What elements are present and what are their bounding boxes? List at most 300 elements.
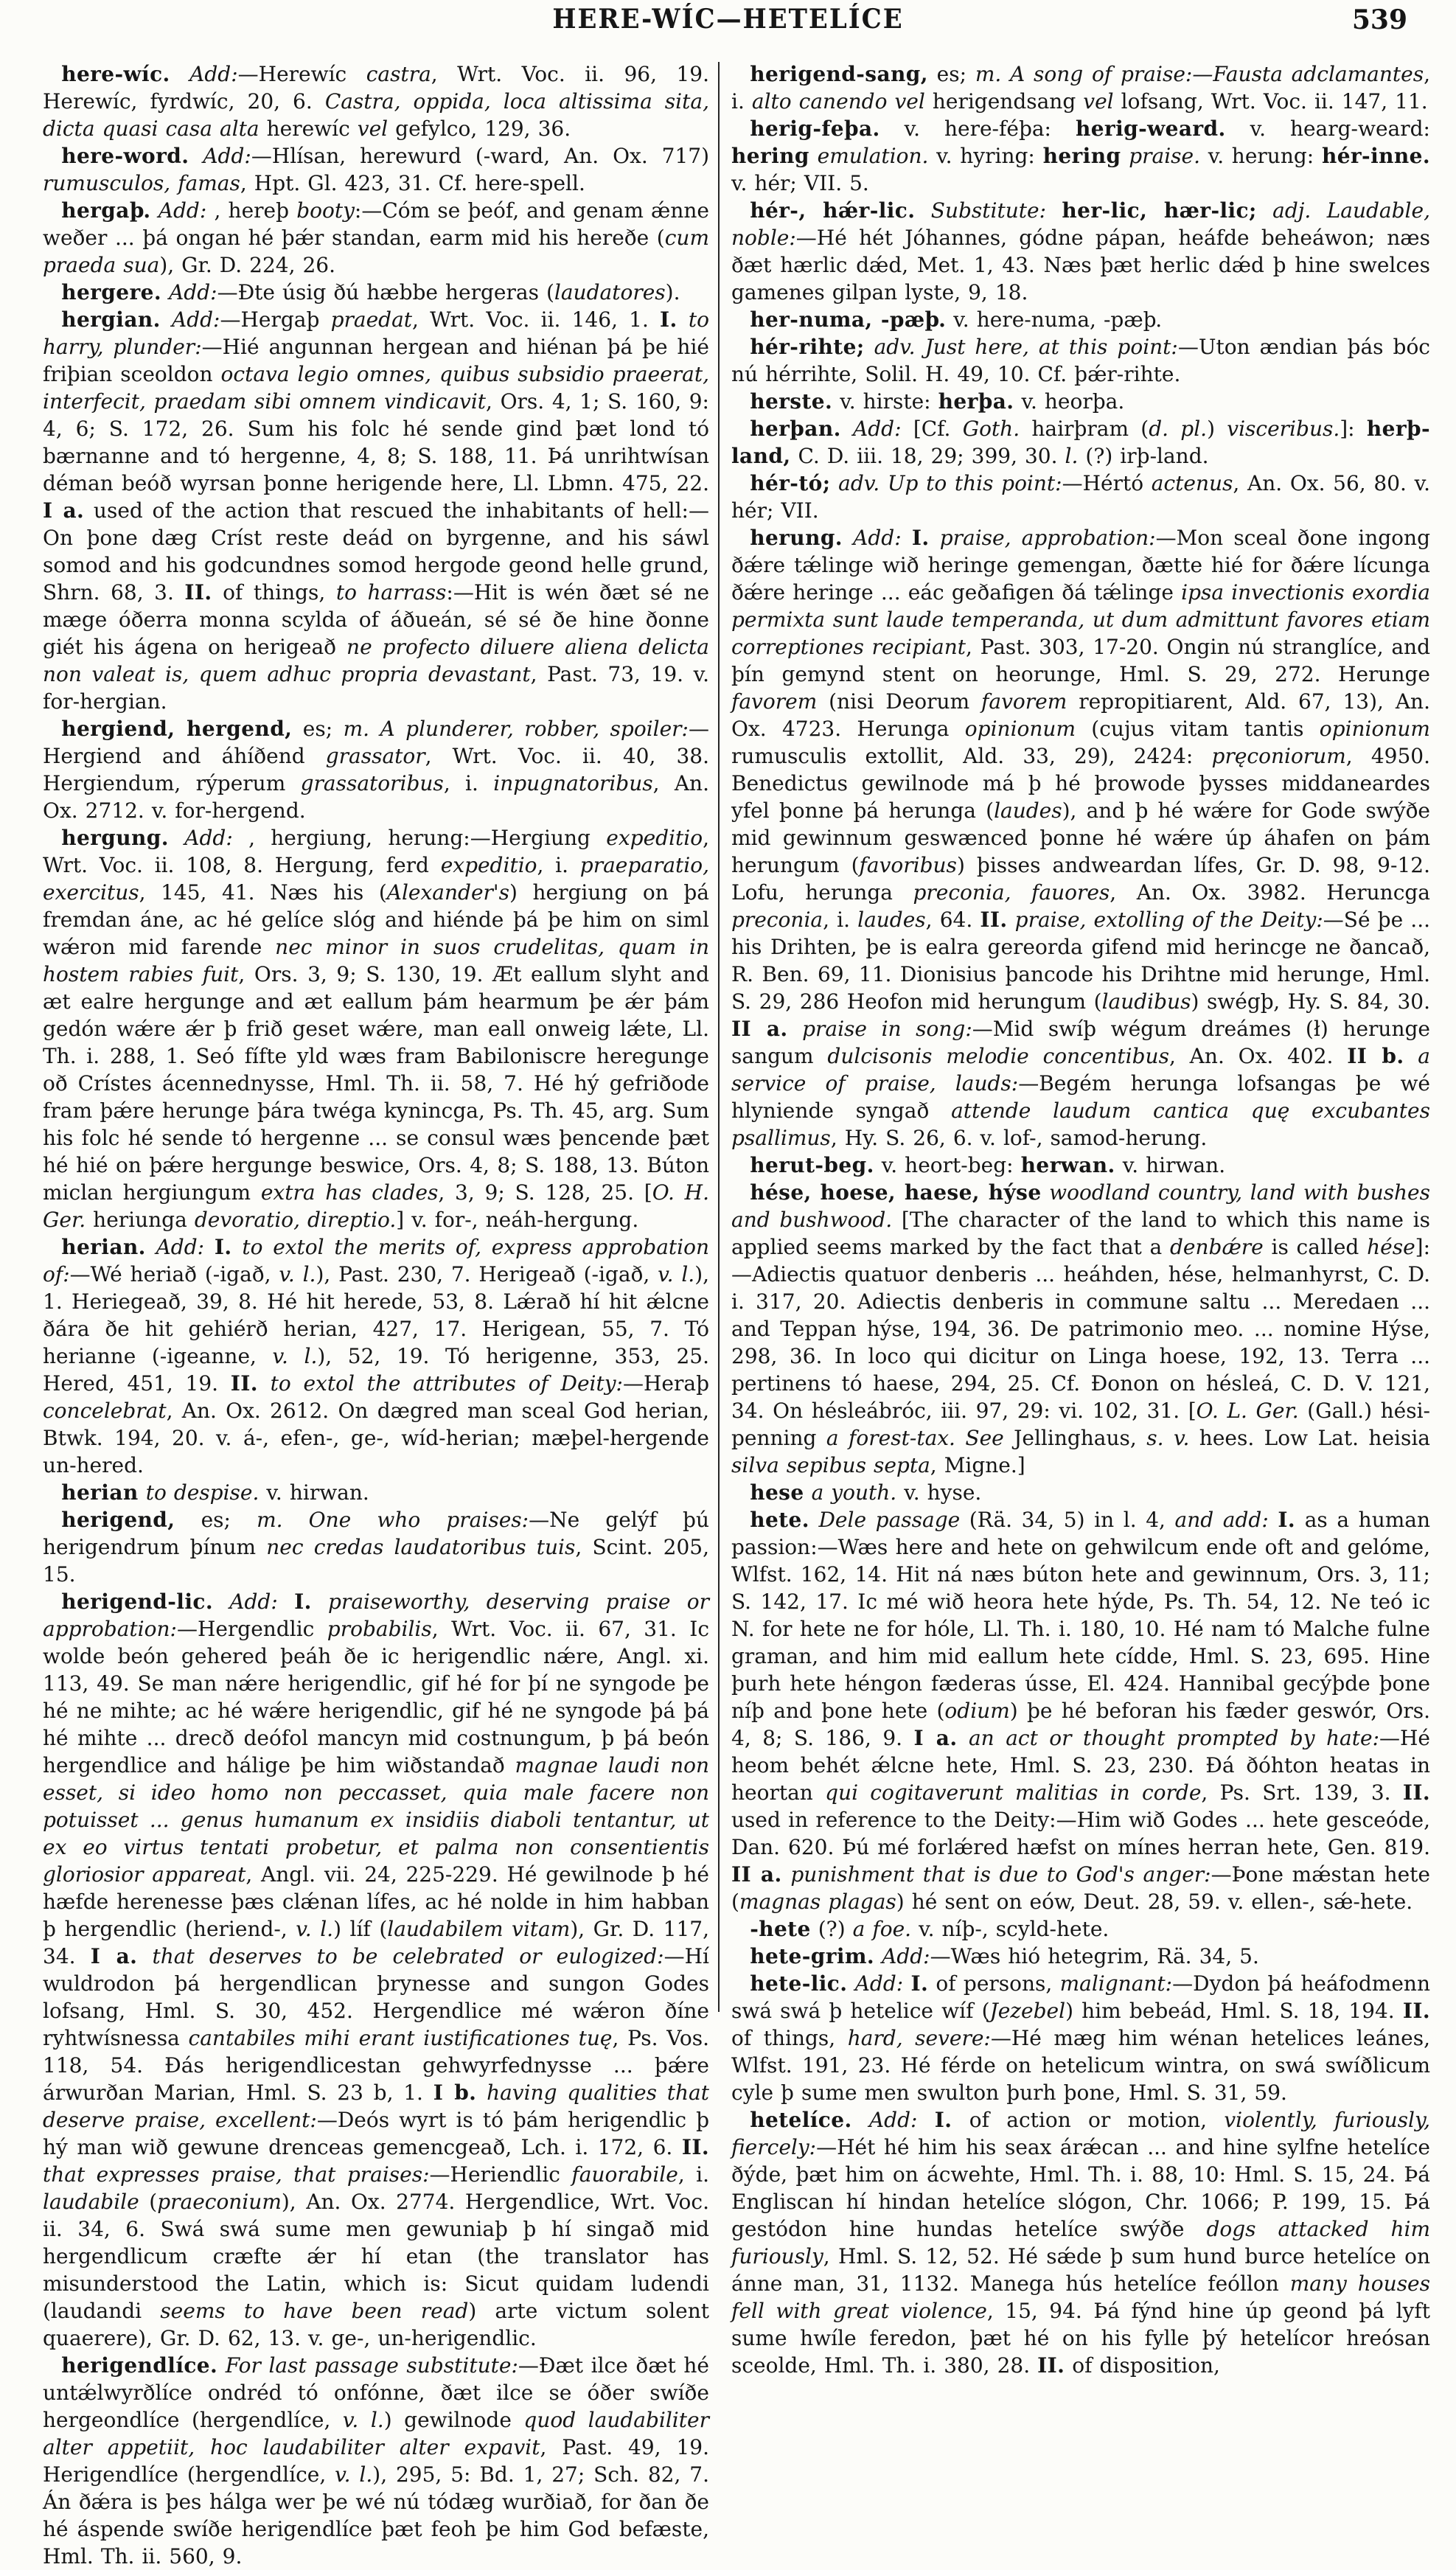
entry-text: ), An. Ox. 2774. Hergendlice, Wrt. Voc. ii. 34, 6. Swá swá sume men gewuniaþ þ hí singað mid hergendlicum cræfte ǽr hí etan (the translator has misunderstood the Latin, which is: Sicut quidam ludendi (laudandi: [43, 2190, 709, 2323]
dictionary-entry: [731, 1152, 1430, 1179]
dictionary-entry: [731, 2106, 1430, 2379]
italic-gloss: v. l.: [279, 1262, 316, 1286]
italic-gloss: O. H. Ger.: [43, 1180, 709, 1232]
entry-text: v. níþ-, scyld-hete.: [911, 1917, 1110, 1941]
entry-text: [957, 1726, 969, 1750]
entry-text: , Ps. Vos. 118, 54. Ðás herigendlicestan gehwyrfednysse ... þǽre árwurðan Marian, Hml. S. 23 b, 1.: [43, 2026, 709, 2105]
entry-text: ) hergiung on þá fremdan áne, ac hé gelíce slóg and hiénde þá þe him on siml wǽron mid farende: [43, 880, 709, 959]
italic-gloss: punishment that is due to God's anger:: [790, 1862, 1211, 1887]
entry-text: [917, 2108, 934, 2132]
italic-gloss: ipsa invectionis exordia permixta sunt laude temperanda, ut dum admittunt favores etiam correptiones recipiant: [731, 580, 1431, 659]
entry-text: [The character of the land to which this name is applied seems marked by the fact that a: [731, 1208, 1430, 1259]
headword: I a.: [90, 1944, 138, 1968]
entry-text: [930, 526, 940, 550]
italic-gloss: to extol the merits of, express approbation of:: [43, 1235, 709, 1286]
dictionary-entry: [731, 115, 1430, 197]
entry-text: [843, 526, 853, 550]
entry-text: , 64.: [925, 908, 980, 932]
entry-text: v. hearg-weard:: [1225, 116, 1430, 141]
entry-text: [874, 1944, 882, 1968]
italic-gloss: hése: [1367, 1235, 1415, 1259]
entry-text: es;: [292, 717, 344, 741]
italic-gloss: silva sepibus septa: [731, 1453, 930, 1477]
italic-gloss: cantabiles mihi erant iustificationes tuę: [188, 2026, 613, 2050]
italic-gloss: Dele passage: [818, 1508, 961, 1532]
entry-text: —Hlísan, herewurd (-ward, An. Ox. 717): [251, 144, 709, 168]
entry-text: [232, 1235, 243, 1259]
entry-text: , Past. 73, 19. v. for-hergian.: [43, 662, 709, 714]
dictionary-entry: [731, 1479, 1430, 1506]
entry-text: —Hergiend and áhíðend: [43, 717, 709, 768]
headword: her-lic, hær-lic;: [1062, 198, 1257, 223]
italic-gloss: opinionum: [1319, 717, 1430, 741]
italic-gloss: a service of praise, lauds:: [731, 1044, 1430, 1096]
italic-gloss: extra has clades: [260, 1180, 439, 1205]
italic-gloss: Goth.: [962, 417, 1020, 441]
entry-text: , Ps. Srt. 139, 3.: [1201, 1780, 1403, 1805]
dictionary-entry: [731, 415, 1430, 470]
dictionary-entry: [43, 279, 709, 306]
entry-text: [217, 2353, 226, 2378]
italic-gloss: odium: [944, 1699, 1010, 1723]
italic-gloss: v. l.: [296, 1917, 334, 1941]
italic-gloss: Add:: [853, 526, 902, 550]
entry-text: ) þe hé beforan his fæder geswór, Ors. 4, 8; S. 186, 9.: [731, 1699, 1430, 1750]
dictionary-entry: [731, 1506, 1430, 1915]
entry-text: [804, 1480, 812, 1505]
dictionary-entry: [731, 1179, 1430, 1479]
page-number: 539: [1351, 4, 1407, 35]
entry-text: [865, 335, 874, 359]
italic-gloss: dulcisonis melodie concentibus: [827, 1044, 1169, 1068]
entry-text: [161, 280, 169, 304]
entry-text: —Heriendlic: [429, 2162, 572, 2187]
column-divider-rule: [718, 62, 720, 2012]
italic-gloss: Add:: [169, 280, 217, 304]
italic-gloss: seems to have been read: [160, 2299, 469, 2323]
entry-text: ) líf (: [333, 1917, 388, 1941]
italic-gloss: castra: [366, 62, 431, 86]
entry-text: ) gewilnode: [383, 2408, 524, 2432]
entry-text: ) þisses andweardan lífes, Gr. D. 98, 9-12. Lofu, herunga: [731, 853, 1430, 905]
headword: hering: [1042, 144, 1121, 168]
entry-text: C. D. iii. 18, 29; 399, 30.: [790, 444, 1065, 468]
headword: herung.: [750, 526, 843, 550]
entry-text: , hereþ: [206, 198, 297, 223]
headword: I a.: [913, 1726, 958, 1750]
headword: hergaþ.: [61, 198, 151, 223]
italic-gloss: nec minor in suos crudelitas, quam in hostem rabies fuit: [43, 935, 709, 986]
headword: herþan.: [750, 417, 841, 441]
italic-gloss: For last passage substitute:: [225, 2353, 518, 2378]
headword: hete-grim.: [750, 1944, 875, 1968]
entry-text: , 3, 9; S. 128, 25. [: [438, 1180, 652, 1205]
entry-text: [1046, 198, 1062, 223]
headword: hergiend, hergend,: [61, 717, 293, 741]
headword: hér-rihte;: [750, 335, 865, 359]
italic-gloss: praeparatio, exercitus: [43, 853, 710, 905]
entry-text: v. hyse.: [896, 1480, 982, 1505]
entry-text: [312, 1589, 328, 1614]
entry-text: —Hí wuldrodon þá hergendlican þrynesse and sungon Godes lofsang, Hml. S. 30, 452. Hergendlice mé wǽron ðíne ryhtwísnessa: [43, 1944, 709, 2050]
italic-gloss: preconia, fauores: [913, 880, 1110, 905]
italic-gloss: that expresses praise, that praises:: [43, 2162, 430, 2187]
italic-gloss: praeconium: [157, 2190, 282, 2214]
italic-gloss: Add:: [184, 826, 233, 850]
headword: here-word.: [61, 144, 189, 168]
entry-text: , Wrt. Voc. ii. 40, 38. Hergiendum, rýperum: [43, 744, 709, 795]
headword: hergian.: [61, 307, 161, 332]
headword: hése, hoese, haese, hýse: [750, 1180, 1042, 1205]
dictionary-entry: [43, 142, 709, 197]
italic-gloss: laudatores: [554, 280, 666, 304]
headword: I.: [660, 307, 678, 332]
italic-gloss: emulation.: [817, 144, 929, 168]
headword: herste.: [750, 389, 833, 414]
headword: hér-inne.: [1321, 144, 1430, 168]
entry-text: , Migne.]: [930, 1453, 1025, 1477]
entry-text: [146, 1235, 156, 1259]
entry-text: —Hé mæg him wénan hetelices leánes, Wlfst. 191, 23. Hé férde on hetelicum wintra, on swá swíðlicum cyle þ sume men swulton þurh þone, Hml. S. 31, 59.: [731, 2026, 1430, 2105]
entry-text: , i.: [823, 908, 858, 932]
headword: herigendlíce.: [61, 2353, 218, 2378]
entry-text: hees. Low Lat. heisia: [1189, 1426, 1430, 1450]
headword: herigend-sang,: [750, 62, 928, 86]
entry-text: (nisi Deorum: [817, 689, 982, 714]
headword: I.: [214, 1235, 232, 1259]
italic-gloss: magnae laudi non esset, si ideo homo non peccasset, quia male facere non potuisset ... genus humanum ex insidiis diaboli tentantur, ut ex eo virtus tentati probetur, et palma non consentientis gloriosior appareat: [43, 1753, 710, 1887]
entry-text: [1257, 198, 1272, 223]
italic-gloss: to extol the attributes of Deity:: [270, 1371, 623, 1396]
entry-text: [902, 526, 912, 550]
entry-text: —Hié angunnan hergean and hiénan þá þe hié friþian sceoldon: [43, 335, 709, 386]
headword: II a.: [731, 1862, 782, 1887]
italic-gloss: praedat: [330, 307, 413, 332]
italic-gloss: actenus: [1151, 471, 1233, 495]
italic-gloss: fauorabile: [571, 2162, 678, 2187]
italic-gloss: dogs attacked him furiously: [731, 2217, 1430, 2268]
entry-text: [170, 62, 189, 86]
entry-text: —Ðte úsig ðú hæbbe hergeras (: [217, 280, 554, 304]
italic-gloss: laudes: [857, 908, 926, 932]
italic-gloss: Jezebel: [989, 1999, 1066, 2023]
italic-gloss: to despise.: [145, 1480, 259, 1505]
entry-text: [204, 1235, 215, 1259]
entry-text: —Hértó: [1062, 471, 1152, 495]
italic-gloss: Castra, oppida, loca altissima sita, dicta quasi casa alta: [43, 89, 709, 141]
italic-gloss: quod laudabiliter alter appetiit, hoc laudabiliter alter expavit: [43, 2408, 709, 2459]
entry-text: [151, 198, 159, 223]
italic-gloss: v. l.: [342, 2408, 384, 2432]
entry-text: es;: [175, 1508, 257, 1532]
entry-text: herewíc: [259, 116, 358, 141]
entry-text: [841, 417, 853, 441]
entry-text: v. here-numa, -pæþ.: [946, 307, 1163, 332]
headword: -hete: [750, 1917, 811, 1941]
entry-text: (?): [810, 1917, 853, 1941]
entry-text: v. herung:: [1199, 144, 1322, 168]
headword: hete.: [750, 1508, 809, 1532]
italic-gloss: alto canendo vel: [751, 89, 925, 114]
entry-text: as a human passion:—Wæs here and hete on gehwilcum ende oft and gelóme, Wlfst. 162, 14. Hit ná næs búton hete and gewinnum, Ors. 3, 11; S. 142, 17. Ic mé wið heora hete hýde, Ps. Th. 54, 12. Ne teó ic N. for hete ne for hóle, Ll. Th. i. 180, 10. Hé nam tó Malche fulne graman, and him mid eallum hete cídde, Hml. S. 23, 695. Hine þurh hete héngon fæderas ússe, El. 424. Hannibal gecýþde þone níþ and þone hete (: [731, 1508, 1431, 1723]
dictionary-entry: [43, 1506, 709, 1588]
italic-gloss: Substitute:: [930, 198, 1047, 223]
page-title: HERE-WÍC—HETELÍCE: [552, 3, 904, 35]
entry-text: [903, 1971, 910, 1996]
entry-text: , i.: [537, 853, 580, 877]
entry-text: v. hér; VII. 5.: [731, 171, 869, 195]
entry-text: , An. Ox. 2712. v. for-hergend.: [43, 771, 709, 823]
entry-text: —Hergendlic: [176, 1617, 327, 1641]
italic-gloss: that deserves to be celebrated or eulogized:: [152, 1944, 664, 1968]
headword: herian: [61, 1480, 139, 1505]
italic-gloss: vel: [357, 116, 389, 141]
entry-text: v. here-féþa:: [879, 116, 1076, 141]
entry-text: [678, 307, 689, 332]
italic-gloss: inpugnatoribus: [493, 771, 653, 795]
italic-gloss: probabilis: [327, 1617, 432, 1641]
italic-gloss: O. L. Ger.: [1196, 1399, 1299, 1423]
headword: II.: [184, 580, 212, 605]
entry-text: :—Hit is wén ðæt sé ne mæge óðerra monna scylda of áðueán, sé sé ðe hine ðonne giét his ágena on herigeað: [43, 580, 710, 659]
entry-text: repropitiarent, Ald. 67, 13), An. Ox. 4723. Herunga: [731, 689, 1430, 741]
entry-text: v. heorþa.: [1014, 389, 1125, 414]
entry-text: [137, 1944, 152, 1968]
dictionary-entry: [731, 1915, 1430, 1943]
headword: II a.: [731, 1017, 788, 1041]
entry-text: —Hergaþ: [220, 307, 331, 332]
entry-text: [852, 2108, 869, 2132]
italic-gloss: attende laudum cantica quę excubantes psallimus: [731, 1098, 1430, 1150]
headword: II.: [230, 1371, 258, 1396]
entry-text: herigendsang: [924, 89, 1084, 114]
entry-text: [139, 1480, 146, 1505]
page-header: [0, 4, 1456, 49]
entry-text: —Mid swíþ wégum dreámes (ł) herunge sangum: [731, 1017, 1430, 1068]
italic-gloss: a youth.: [811, 1480, 897, 1505]
italic-gloss: v. l.: [658, 1262, 695, 1286]
entry-text: , Hpt. Gl. 423, 31. Cf. here-spell.: [240, 171, 585, 195]
headword: I.: [934, 2108, 952, 2132]
dictionary-entry: [731, 306, 1430, 333]
headword: herig-feþa.: [750, 116, 880, 141]
entry-text: —Hét hé him his seax árǽcan ... and hine sylfne hetelíce ðýde, þæt him on ácwehte, Hml. Th. i. 88, 10: Hml. S. 15, 24. Þá Engliscan hí hindan hetelíce slógon, Chr. 1066; P. 199, 15. Þá gestódon hine hundas hetelíce swýðe: [731, 2135, 1430, 2241]
italic-gloss: Alexander's: [386, 880, 509, 905]
italic-gloss: laudabilem vitam: [387, 1917, 571, 1941]
entry-text: v. hirwan.: [1115, 1153, 1226, 1177]
entry-text: ), Gr. D. 117, 34.: [43, 1917, 709, 1968]
entry-text: —Wé heriað (-igað,: [69, 1262, 279, 1286]
entry-text: , An. Ox. 56, 80. v. hér; VII.: [731, 471, 1430, 523]
entry-text: used of the action that rescued the inhabitants of hell:—On þone dæg Críst reste deád on byrgenne, and his sáwl somod and his godcundnes somod hergode geond helle grund, Shrn. 68, 3.: [43, 498, 709, 605]
entry-text: ) hé sent on eów, Deut. 28, 59. v. ellen-, sǽ-hete.: [896, 1890, 1413, 1914]
entry-text: , Hml. S. 12, 52. Hé sǽde þ sum hund burce hetelíce on ánne man, 31, 1132. Manega hús hetelíce feóllon: [731, 2244, 1430, 2296]
dictionary-entry: [731, 524, 1430, 1152]
headword: herþa.: [938, 389, 1014, 414]
italic-gloss: preconia: [731, 908, 823, 932]
entry-text: :—Cóm se þeóf, and genam ǽnne weðer ... þá ongan hé þǽr standan, earm mid his hereðe (: [43, 198, 709, 250]
entry-text: , i.: [678, 2162, 709, 2187]
entry-text: lofsang, Wrt. Voc. ii. 147, 11.: [1113, 89, 1428, 114]
entry-text: (Rä. 34, 5) in l. 4,: [960, 1508, 1175, 1532]
entry-text: , Wrt. Voc. ii. 96, 19. Herewíc, fyrdwíc, 20, 6.: [43, 62, 709, 114]
dictionary-columns: [43, 60, 1430, 2570]
italic-gloss: violently, furiously, fiercely:: [731, 2108, 1431, 2159]
italic-gloss: concelebrat: [43, 1399, 167, 1423]
entry-text: [782, 1862, 791, 1887]
headword: II.: [1402, 1780, 1430, 1805]
entry-text: [258, 1371, 271, 1396]
entry-text: ), Gr. D. 224, 26.: [159, 253, 336, 277]
headword: I.: [910, 1971, 929, 1996]
entry-text: —Begém herunga lofsangas þe wé hlyniende syngað: [731, 1071, 1430, 1123]
entry-text: , 4950. Benedictus gewilnode má þ hé þrowode þysses middaneardes yfel þonne þá herunga (: [731, 744, 1430, 823]
italic-gloss: booty: [296, 198, 355, 223]
entry-text: [847, 1971, 854, 1996]
italic-gloss: cum praeda sua: [43, 226, 709, 277]
entry-text: [1404, 1044, 1418, 1068]
entry-text: —Ne gelýf þú herigendrum þínum: [43, 1508, 710, 1559]
italic-gloss: grassatoribus: [300, 771, 444, 795]
entry-text: v. heort-beg:: [874, 1153, 1021, 1177]
dictionary-entry: [731, 470, 1430, 524]
entry-text: rumusculis extollit, Ald. 33, 29), 2424:: [731, 744, 1212, 768]
headword: II.: [1037, 2353, 1065, 2378]
dictionary-entry: [43, 2352, 709, 2570]
italic-gloss: and add:: [1174, 1508, 1269, 1532]
entry-text: of things,: [212, 580, 336, 605]
entry-text: —Þone mǽstan hete (: [731, 1862, 1430, 1914]
entry-text: [1121, 144, 1129, 168]
italic-gloss: adj. Laudable, noble:: [731, 198, 1430, 250]
entry-text: [161, 307, 172, 332]
headword: I a.: [43, 498, 85, 523]
entry-text: , Angl. vii. 24, 225-229. Hé gewilnode þ hé hæfde herenesse þæs clǽnan lífes, ac hé nolde in him habban þ hergendlic (heriend-,: [43, 1862, 709, 1941]
headword: her-numa, -pæþ.: [750, 307, 947, 332]
entry-text: [1269, 1508, 1278, 1532]
italic-gloss: qui cogitaverunt malitias in corde: [825, 1780, 1202, 1805]
entry-text: v. hirste:: [832, 389, 938, 414]
headword: herwan.: [1020, 1153, 1115, 1177]
headword: I b.: [433, 2080, 477, 2105]
headword: herig-weard.: [1075, 116, 1226, 141]
entry-text: es;: [927, 62, 975, 86]
dictionary-entry: [43, 715, 709, 824]
entry-text: v. hirwan.: [259, 1480, 369, 1505]
entry-text: ), 295, 5: Bd. 1, 27; Sch. 82, 7. Án ðǽra is þes hálga wer þe wé nú tódæg wurðiað, for ðan ðe hé áspende swíðe herigendlíce þæt feoh þe him God befæste, Hml. Th. ii. 560, 9.: [43, 2462, 709, 2569]
entry-text: [915, 198, 930, 223]
italic-gloss: Add:: [853, 417, 902, 441]
entry-text: (: [139, 2190, 158, 2214]
italic-gloss: Add:: [882, 1944, 930, 1968]
dictionary-entry: [43, 824, 709, 1233]
entry-text: ] v. for-, neáh-hergung.: [396, 1208, 639, 1232]
entry-text: —Mon sceal ðone ingong ðǽre tǽlinge wið heringe gemengan, ðætte hié for ðǽre lícunga ðǽre heringe ... eác geðafigen ðá tǽlinge: [731, 526, 1430, 605]
entry-text: [Cf.: [901, 417, 963, 441]
italic-gloss: to harrass: [335, 580, 447, 605]
entry-text: (?) irþ-land.: [1078, 444, 1209, 468]
entry-text: , 145, 41. Næs his (: [139, 880, 387, 905]
entry-text: —Hé hét Jóhannes, gódne pápan, heáfde beheáwon; næs ðæt hærlic dǽd, Met. 1, 43. Næs þæt herlic dǽd þ hine swelces gamenes gilpan lyste, 9, 18.: [731, 226, 1430, 304]
italic-gloss: praiseworthy, deserving praise or approbation:: [43, 1589, 709, 1641]
entry-text: ]:—Adiectis quatuor denberis ... heáhden, hése, helmanhyrst, C. D. i. 317, 20. Adiectis denberis in commune saltu ... Meredaen ... and Teppan hýse, 194, 36. De patrimonio meo. ... nomine Hýse, 298, 36. In loco qui dicitur on Linga hoese, 192, 13. Terra ... pertinens tó haese, 294, 25. Cf. Ðonon on hésleá, C. D. V. 121, 34. On hésleábróc, iii. 97, 29: vi. 102, 31. [: [731, 1235, 1430, 1423]
italic-gloss: Add:: [868, 2108, 918, 2132]
entry-text: of disposition,: [1065, 2353, 1220, 2378]
entry-text: —Dydon þá heáfodmenn swá swá þ hetelice wíf (: [731, 1971, 1430, 2023]
italic-gloss: Add:: [158, 198, 207, 223]
italic-gloss: m. A plunderer, robber, spoiler:: [343, 717, 689, 741]
italic-gloss: grassator: [325, 744, 425, 768]
italic-gloss: Add:: [156, 1235, 205, 1259]
italic-gloss: Add:: [189, 62, 238, 86]
italic-gloss: laudes: [994, 798, 1062, 823]
entry-text: v. hyring:: [928, 144, 1043, 168]
italic-gloss: visceribus.: [1227, 417, 1340, 441]
entry-text: of persons,: [928, 1971, 1060, 1996]
headword: herut-beg.: [750, 1153, 874, 1177]
italic-gloss: malignant:: [1059, 1971, 1173, 1996]
italic-gloss: ne profecto diluere aliena delicta non valeat is, quem adhuc propria devastant: [43, 635, 709, 686]
italic-gloss: pręconiorum: [1211, 744, 1346, 768]
entry-text: ), 1. Heriegeað, 39, 8. Hé hit herede, 53, 8. Lǽrað hí hit ǽlcne ðára ðe hit gehiérð herian, 427, 17. Herigean, 55, 7. Tó herianne (-igeanne,: [43, 1262, 710, 1368]
italic-gloss: having qualities that deserve praise, excellent:: [43, 2080, 709, 2132]
entry-text: —Hé heom behét ǽlcne hete, Hml. S. 23, 230. Ðá ðóhton heatas in heortan: [731, 1726, 1430, 1805]
dictionary-entry: [43, 1588, 709, 2352]
italic-gloss: praise, extolling of the Deity:: [1014, 908, 1323, 932]
entry-text: [476, 2080, 487, 2105]
italic-gloss: magnas plagas: [739, 1890, 896, 1914]
dictionary-entry: [43, 197, 709, 279]
italic-gloss: a foe.: [852, 1917, 912, 1941]
entry-text: hairþram (: [1020, 417, 1149, 441]
entry-text: ]:: [1340, 417, 1367, 441]
headword: II.: [980, 908, 1008, 932]
italic-gloss: favoribus: [859, 853, 957, 877]
italic-gloss: adv. Up to this point:: [838, 471, 1062, 495]
headword: hering: [731, 144, 809, 168]
entry-text: used in reference to the Deity:—Him wið Godes ... hete gesceóde, Dan. 620. Þú mé forlǽred hæfst on mínes herran hete, Gen. 819.: [731, 1808, 1430, 1859]
italic-gloss: devoratio, direptio.: [194, 1208, 397, 1232]
italic-gloss: favorem: [981, 689, 1067, 714]
entry-text: gefylco, 129, 36.: [388, 116, 571, 141]
entry-text: ) swégþ, Hy. S. 84, 30.: [1191, 989, 1430, 1014]
entry-text: is called: [1263, 1235, 1368, 1259]
headword: herþ-land,: [731, 417, 1430, 468]
headword: I.: [911, 526, 930, 550]
italic-gloss: nec credas laudatoribus tuis: [266, 1535, 576, 1559]
entry-text: [809, 144, 818, 168]
entry-text: , Past. 303, 17-20. Ongin nú stranglíce, and þín gemynd stent on heorunge, Hml. S. 29, 272. Herunge: [731, 635, 1431, 686]
dictionary-entry: [731, 1943, 1430, 1970]
headword: II.: [681, 2135, 709, 2159]
headword: I.: [1278, 1508, 1296, 1532]
dictionary-entry: [731, 333, 1430, 388]
headword: hete-lic.: [750, 1971, 848, 1996]
dictionary-entry: [731, 60, 1430, 115]
italic-gloss: praise in song:: [802, 1017, 972, 1041]
italic-gloss: Add:: [203, 144, 251, 168]
italic-gloss: to harry, plunder:: [43, 307, 709, 359]
entry-text: —Sé þe ... his Drihten, þe is ealra gereorda gifend mid herincge ne ðancað, R. Ben. 69, 11. Dionisius þancode his Drihtne mid herunge, Hml. S. 29, 286 Heofon mid herungum (: [731, 908, 1430, 1014]
entry-text: , i.: [731, 62, 1430, 114]
entry-text: —Heraþ: [623, 1371, 709, 1396]
entry-text: , Hy. S. 26, 6. v. lof-, samod-herung.: [830, 1126, 1208, 1150]
entry-text: , Wrt. Voc. ii. 67, 31. Ic wolde beón gehered þeáh ðe ic herigendlic nǽre, Angl. xi. 113, 49. Se man nǽre herigendlic, gif hé for þí ne syngode þe hé ne mihte; ac hé wǽre herigendlic, gif hé ne syngode þá þá hé mihte ... drecð deófol mancyn mid costnungum, þ þá beón hergendlice and hálige þe him wiðstandað: [43, 1617, 709, 1777]
headword: II b.: [1347, 1044, 1404, 1068]
italic-gloss: woodland country, land with bushes and bushwood.: [731, 1180, 1430, 1232]
entry-text: of things,: [731, 2026, 848, 2050]
entry-text: —Uton ændian þás bóc nú hérrihte, Solil. H. 49, 10. Cf. þǽr-rihte.: [731, 335, 1430, 386]
